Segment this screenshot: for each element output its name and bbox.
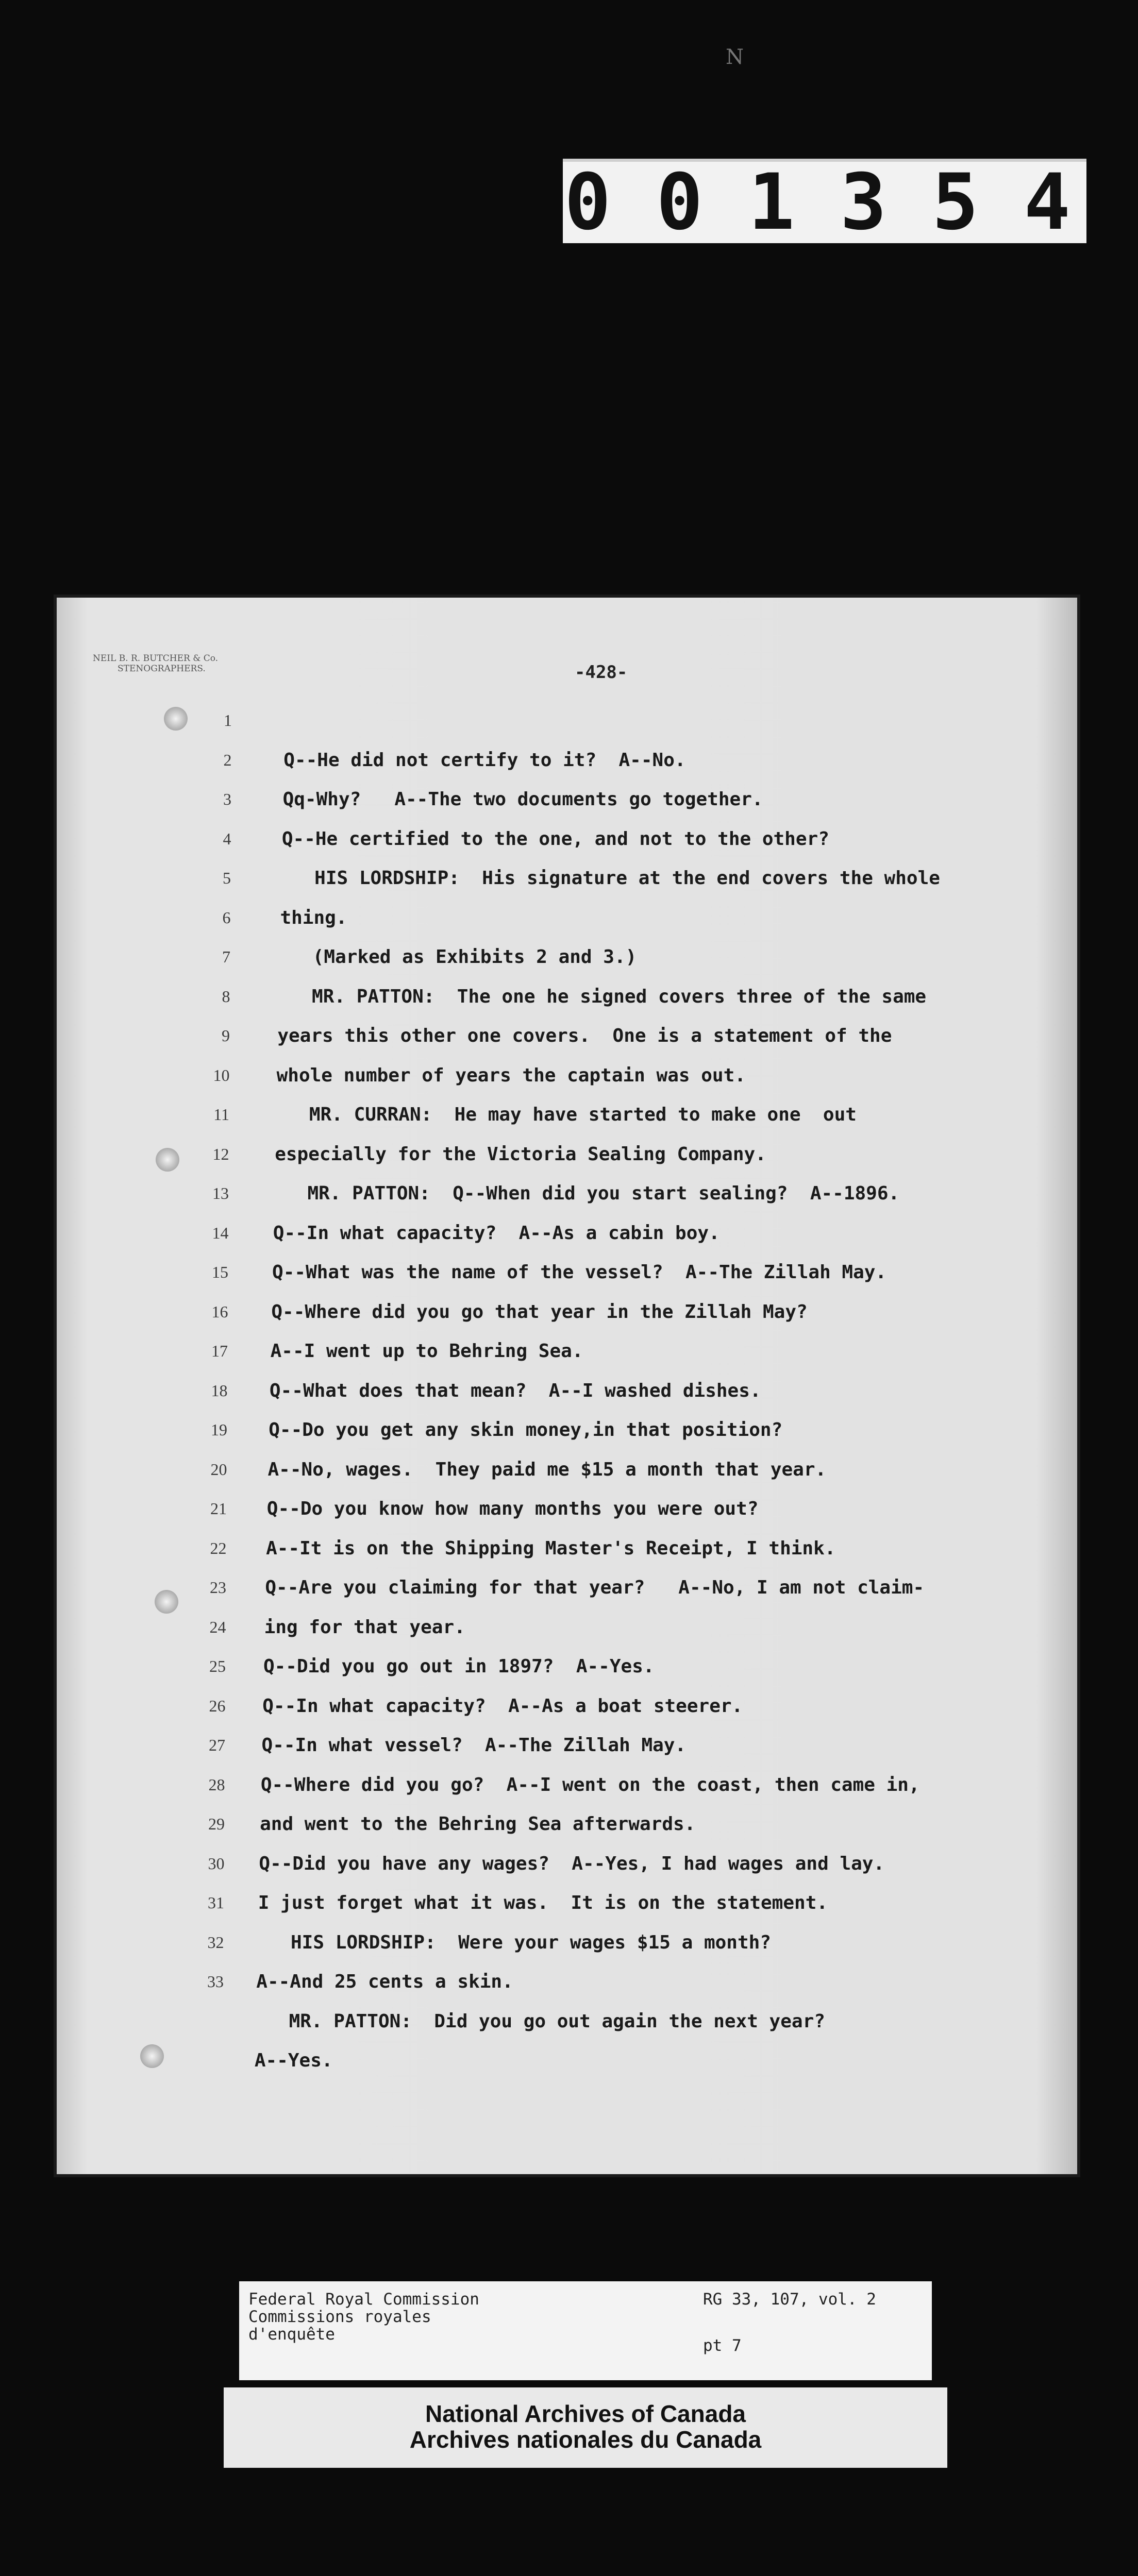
transcript-line: Q--He did not certify to it? A--No. xyxy=(283,749,686,771)
punch-hole xyxy=(155,1590,178,1614)
transcript-line: Q--What was the name of the vessel? A--The Zillah May. xyxy=(272,1262,887,1283)
letterhead-firm: NEIL B. R. BUTCHER & Co. xyxy=(93,653,219,664)
transcript-line: A--No, wages. They paid me $15 a month that year. xyxy=(267,1459,827,1480)
line-number: 15 xyxy=(212,1263,228,1281)
transcript-line: Q--Where did you go? A--I went on the coast, then came in, xyxy=(260,1774,920,1795)
line-number: 30 xyxy=(208,1854,225,1873)
transcript-line: MR. CURRAN: He may have started to make one out xyxy=(275,1104,857,1125)
archives-name-fr: Archives nationales du Canada xyxy=(409,2426,762,2453)
line-number: 33 xyxy=(207,1972,224,1991)
line-number: 6 xyxy=(222,908,231,927)
archives-name-en: National Archives of Canada xyxy=(425,2400,746,2427)
transcript-line: A--It is on the Shipping Master's Receipt, I think. xyxy=(266,1537,836,1559)
transcript-line: Q--He certified to the one, and not to the other? xyxy=(281,828,829,850)
line-number: 13 xyxy=(212,1184,229,1202)
transcript-line: Qq-Why? A--The two documents go together. xyxy=(282,789,763,810)
line-number: 8 xyxy=(222,987,230,1006)
transcript-line: ing for that year. xyxy=(264,1616,465,1638)
transcript-line: HIS LORDSHIP: His signature at the end covers the whole xyxy=(281,868,940,889)
line-number: 10 xyxy=(213,1065,230,1084)
line-number: 32 xyxy=(207,1933,224,1952)
line-number: 3 xyxy=(223,790,231,808)
transcript-line: whole number of years the captain was out. xyxy=(276,1064,746,1086)
punch-hole xyxy=(156,1148,179,1172)
transcript-line: (Marked as Exhibits 2 and 3.) xyxy=(279,946,637,968)
line-number: 17 xyxy=(211,1342,228,1360)
transcript-line: and went to the Behring Sea afterwards. xyxy=(260,1814,696,1835)
line-number: 9 xyxy=(222,1026,230,1045)
frame-number-label: 001354 xyxy=(563,159,1086,243)
transcript-line: HIS LORDSHIP: Were your wages $15 a month? xyxy=(257,1931,771,1953)
line-number: 16 xyxy=(211,1302,228,1321)
corner-handwritten-mark: N xyxy=(726,45,744,69)
line-number: 25 xyxy=(209,1657,226,1675)
transcript-line: especially for the Victoria Sealing Company. xyxy=(275,1143,766,1165)
transcript-line: A--And 25 cents a skin. xyxy=(256,1971,513,1992)
transcript-line: Q--In what capacity? A--As a boat steerer. xyxy=(262,1695,743,1717)
line-number: 26 xyxy=(209,1696,226,1715)
transcript-line: Q--Where did you go that year in the Zillah May? xyxy=(271,1301,808,1323)
punch-hole xyxy=(140,2044,164,2068)
line-number: 20 xyxy=(210,1460,227,1479)
line-number: 7 xyxy=(222,947,230,966)
line-number: 24 xyxy=(209,1617,226,1636)
transcript-line: thing. xyxy=(280,907,347,928)
line-number: 2 xyxy=(223,750,232,769)
line-number: 18 xyxy=(211,1381,228,1400)
line-number: 1 xyxy=(224,711,232,730)
line-number: 4 xyxy=(223,829,231,848)
line-number: 14 xyxy=(212,1223,229,1242)
transcript-line: Q--In what vessel? A--The Zillah May. xyxy=(261,1735,687,1756)
line-number: 19 xyxy=(211,1420,227,1439)
archive-reference-label xyxy=(239,2281,932,2380)
label-commission-fr: Commissions royales xyxy=(248,2308,431,2326)
transcript-line: Q--Do you get any skin money,in that position? xyxy=(269,1419,783,1440)
transcript-line: A--Yes. xyxy=(254,2050,333,2071)
transcript-line: Q--Did you go out in 1897? A--Yes. xyxy=(263,1656,655,1677)
label-commission-fr-2: d'enquête xyxy=(248,2325,335,2344)
line-number: 21 xyxy=(210,1499,227,1518)
transcript-line: Q--In what capacity? A--As a cabin boy. xyxy=(273,1222,720,1244)
line-number: 23 xyxy=(210,1578,226,1597)
line-number: 5 xyxy=(223,869,231,887)
transcript-line: Q--Do you know how many months you were out? xyxy=(266,1498,759,1519)
line-number: 27 xyxy=(209,1736,225,1754)
transcript-line: MR. PATTON: Q--When did you start sealing? A--1896. xyxy=(274,1183,900,1204)
line-number: 28 xyxy=(208,1775,225,1794)
transcript-line: Q--Did you have any wages? A--Yes, I had wages and lay. xyxy=(259,1853,885,1874)
line-number: 22 xyxy=(210,1538,227,1557)
letterhead-subtitle: STENOGRAPHERS. xyxy=(118,664,206,674)
transcript-line: A--I went up to Behring Sea. xyxy=(270,1341,583,1362)
transcript-line: MR. PATTON: The one he signed covers three of the same xyxy=(278,986,927,1007)
label-commission-en: Federal Royal Commission xyxy=(248,2290,479,2309)
line-number: 11 xyxy=(213,1105,229,1124)
line-number: 31 xyxy=(208,1893,224,1912)
label-part: pt 7 xyxy=(703,2336,742,2355)
transcript-line: I just forget what it was. It is on the statement. xyxy=(258,1892,828,1913)
line-number: 29 xyxy=(208,1815,225,1833)
page-number: -428- xyxy=(575,662,628,683)
label-reference: RG 33, 107, vol. 2 xyxy=(703,2290,876,2309)
transcript-line: Q--What does that mean? A--I washed dishes. xyxy=(269,1380,761,1401)
transcript-line: Q--Are you claiming for that year? A--No, I am not claim- xyxy=(265,1577,925,1598)
transcript-line: years this other one covers. One is a statement of the xyxy=(277,1025,892,1046)
transcript-line: MR. PATTON: Did you go out again the next year? xyxy=(255,2010,825,2032)
line-number: 12 xyxy=(212,1144,229,1163)
archives-banner xyxy=(224,2387,947,2468)
letterhead xyxy=(93,653,309,674)
punch-hole xyxy=(164,707,188,731)
